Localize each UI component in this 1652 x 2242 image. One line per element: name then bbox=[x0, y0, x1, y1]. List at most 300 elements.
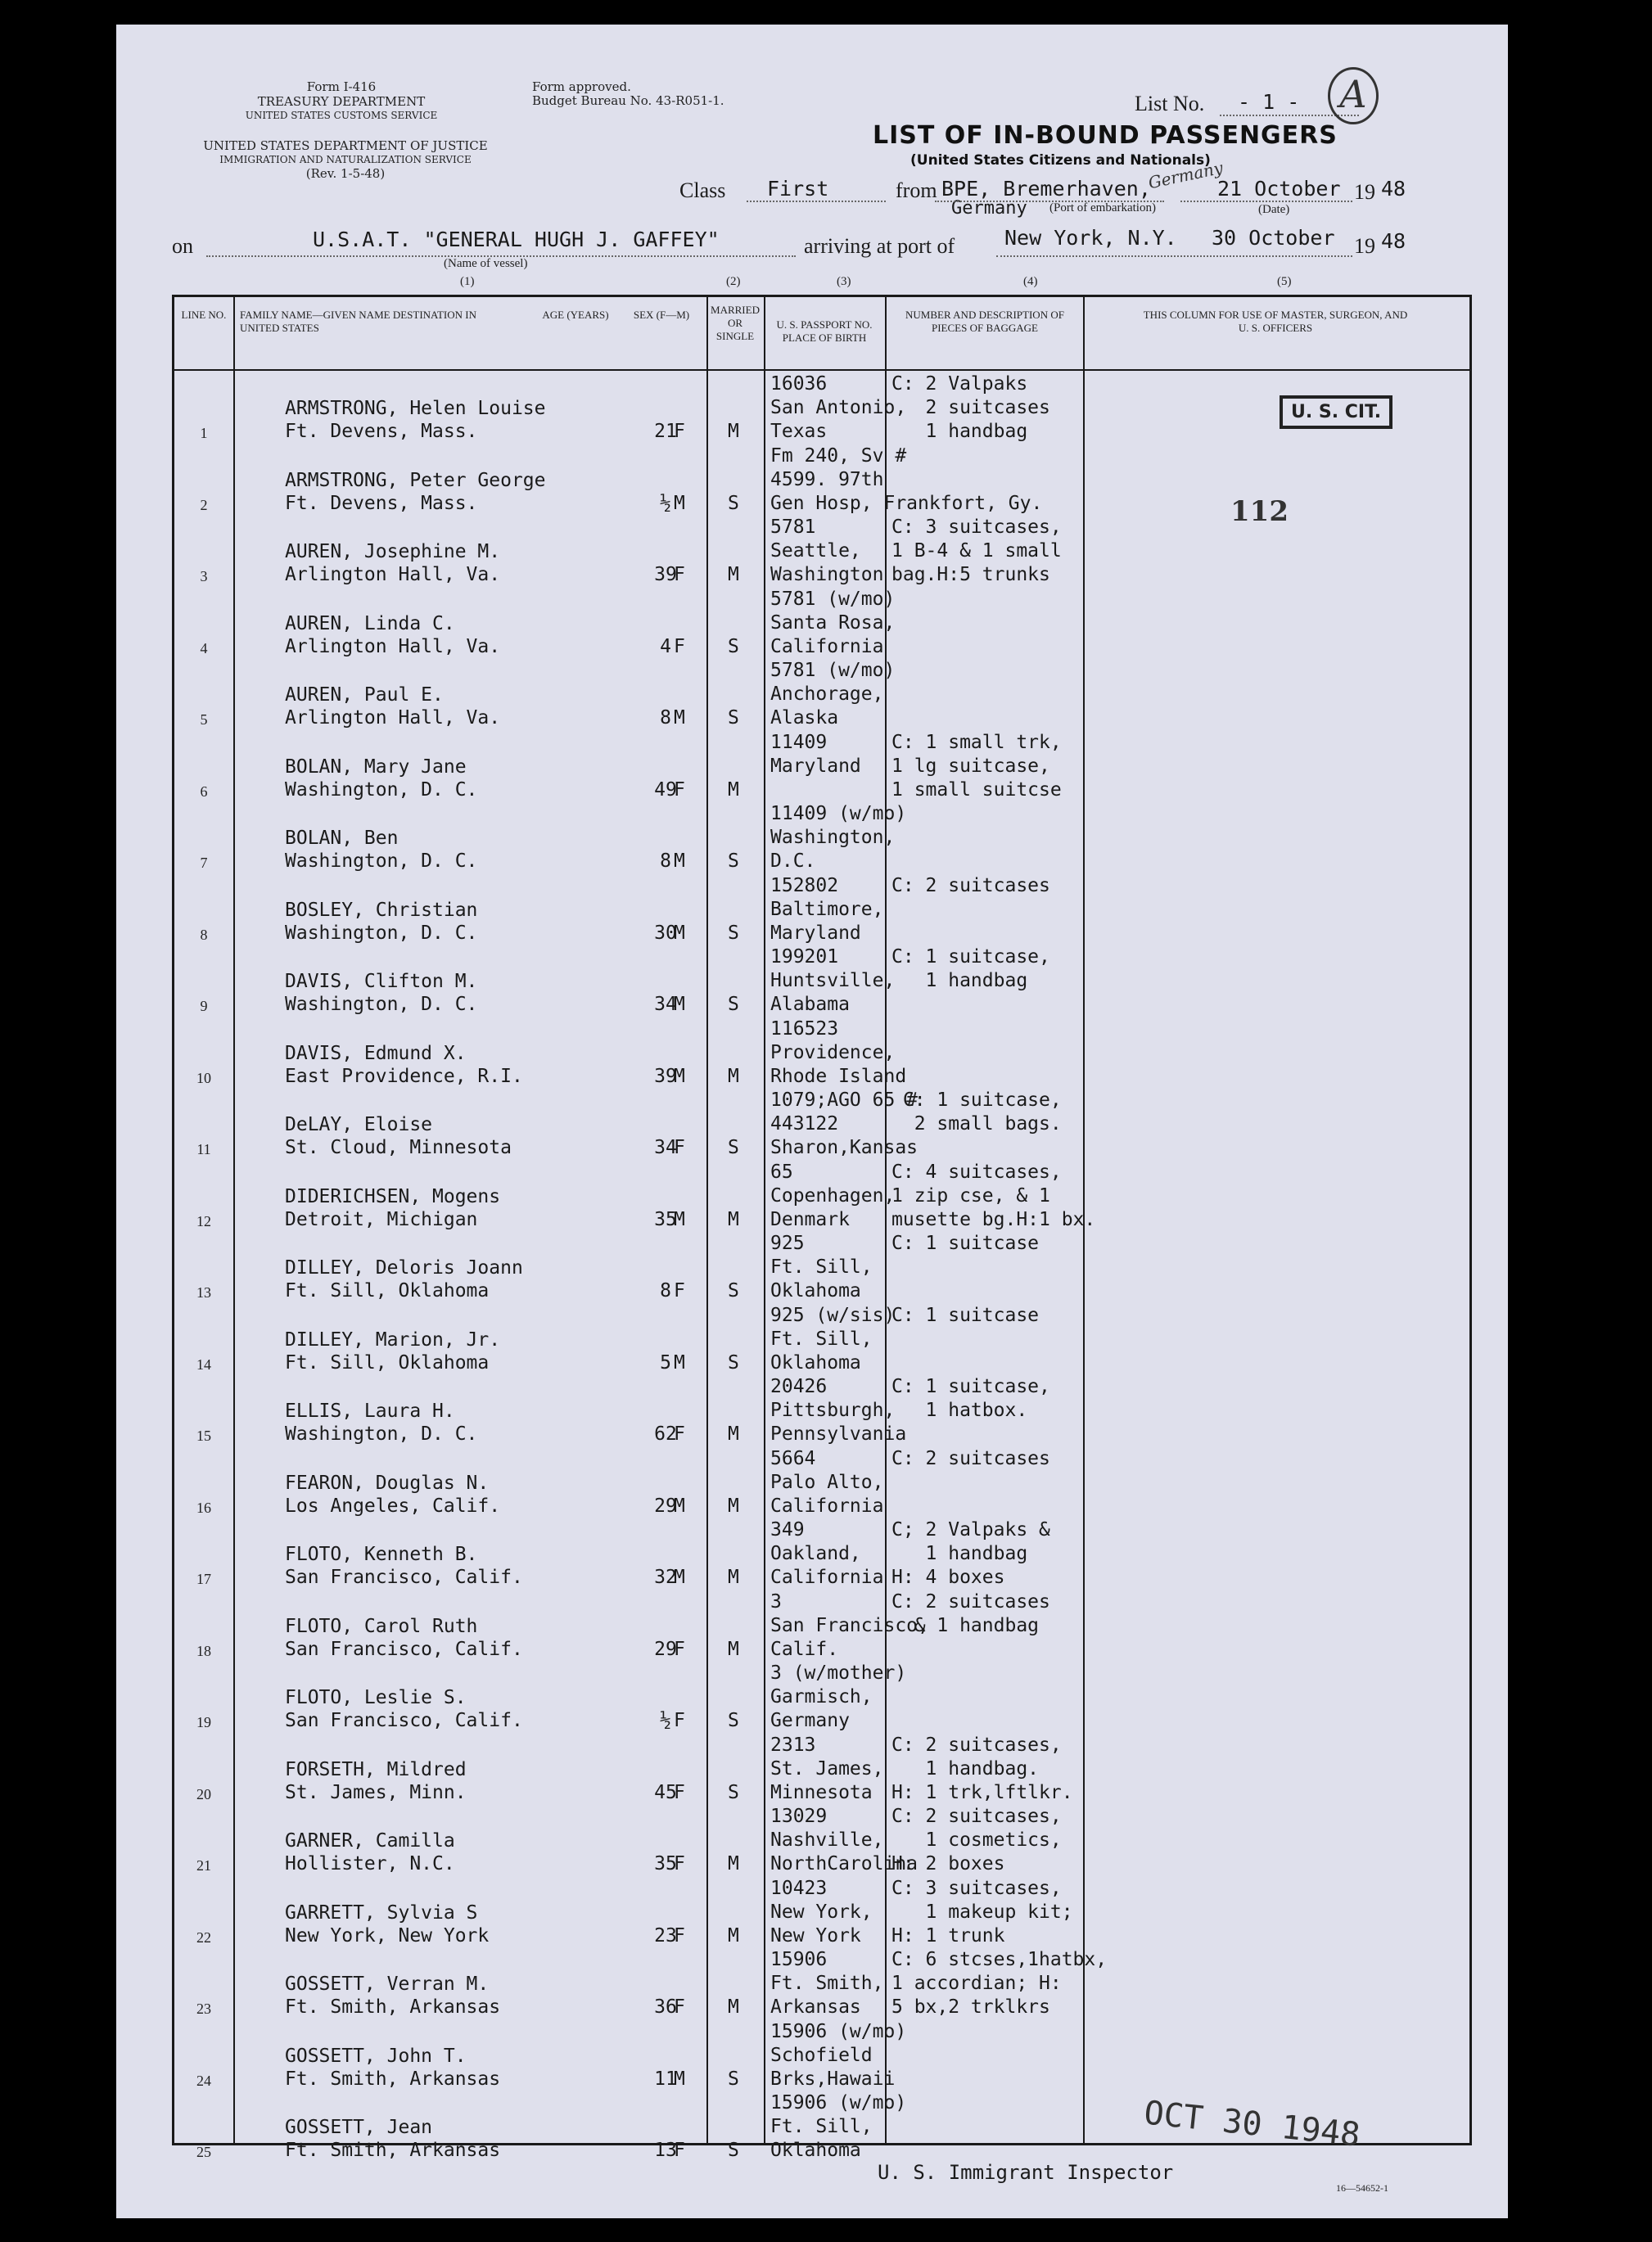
ins-service: IMMIGRATION AND NATURALIZATION SERVICE bbox=[219, 154, 472, 165]
passenger-age: 13 bbox=[654, 2140, 677, 2161]
passenger-age: 8 bbox=[660, 850, 671, 872]
passenger-destination: Washington, D. C. bbox=[285, 922, 478, 944]
table-row bbox=[174, 1734, 1469, 1806]
col-line-no: LINE NO. bbox=[181, 309, 227, 321]
arrival-year: 48 bbox=[1381, 229, 1406, 253]
treasury-dept: TREASURY DEPARTMENT bbox=[257, 94, 426, 109]
page-subtitle: (United States Citizens and Nationals) bbox=[910, 152, 1211, 169]
passenger-name: ELLIS, Laura H. bbox=[285, 1401, 455, 1422]
line-number: 4 bbox=[200, 639, 208, 656]
birth-place-line: Washington bbox=[770, 564, 884, 585]
baggage-line: 1 accordian; H: bbox=[891, 1973, 1062, 1994]
birth-place-line: Palo Alto, bbox=[770, 1471, 884, 1493]
birth-place-line: New York, bbox=[770, 1901, 873, 1923]
birth-place-line: San Antonio, bbox=[770, 397, 907, 418]
col-sex: SEX (F—M) bbox=[633, 309, 690, 321]
passenger-name: FORSETH, Mildred bbox=[285, 1758, 467, 1780]
passenger-marital-status: S bbox=[728, 922, 739, 944]
baggage-line: 1 zip cse, & 1 bbox=[891, 1184, 1050, 1207]
baggage-line: C: 2 suitcases, bbox=[891, 1806, 1062, 1827]
passport-number: 3 bbox=[770, 1590, 782, 1613]
baggage-line: H: 2 boxes bbox=[891, 1853, 1005, 1874]
line-number: 14 bbox=[196, 1356, 211, 1373]
line-number: 1 bbox=[200, 425, 208, 441]
passenger-name: BOSLEY, Christian bbox=[285, 899, 478, 921]
birth-place-line: Anchorage, bbox=[770, 683, 884, 705]
passenger-sex: F bbox=[674, 635, 685, 657]
table-row bbox=[174, 1017, 1469, 1089]
passenger-destination: Los Angeles, Calif. bbox=[285, 1495, 501, 1517]
line-number: 7 bbox=[200, 855, 208, 871]
passenger-sex: F bbox=[674, 1996, 685, 2018]
passport-number: Fm 240, Sv # bbox=[770, 444, 907, 467]
birth-place-line: California bbox=[770, 1567, 884, 1588]
passport-number: 16036 bbox=[770, 373, 828, 395]
baggage-line: H: 4 boxes bbox=[891, 1567, 1005, 1588]
passenger-destination: Ft. Sill, Oklahoma bbox=[285, 1280, 490, 1301]
passenger-name: FLOTO, Leslie S. bbox=[285, 1687, 467, 1708]
baggage-line: C; 2 Valpaks & bbox=[891, 1519, 1050, 1541]
passenger-sex: F bbox=[674, 1853, 685, 1874]
passenger-marital-status: S bbox=[728, 1137, 739, 1158]
passport-number: 3 (w/mother) bbox=[770, 1662, 907, 1684]
col-num-2: (2) bbox=[726, 275, 741, 288]
passenger-list-sheet bbox=[116, 25, 1508, 2218]
passenger-name: GOSSETT, John T. bbox=[285, 2045, 467, 2067]
table-row bbox=[174, 1518, 1469, 1590]
passport-number: 925 bbox=[770, 1233, 805, 1254]
passport-number: 2313 bbox=[770, 1734, 816, 1756]
passenger-name: ARMSTRONG, Peter George bbox=[285, 469, 546, 491]
line-number: 10 bbox=[196, 1069, 211, 1086]
form-number: Form I-416 bbox=[306, 79, 377, 94]
table-row bbox=[174, 731, 1469, 803]
birth-place-line: Baltimore, bbox=[770, 898, 884, 920]
birth-place-line: 4599. 97th bbox=[770, 468, 884, 490]
birth-place-line: Maryland bbox=[770, 922, 861, 944]
baggage-line: & 1 handbag bbox=[891, 1614, 1040, 1636]
table-row bbox=[174, 945, 1469, 1017]
baggage-line: 1 hatbox. bbox=[891, 1400, 1028, 1421]
passenger-age: 39 bbox=[654, 1065, 677, 1087]
passenger-age: 62 bbox=[654, 1423, 677, 1445]
passenger-marital-status: M bbox=[728, 1924, 739, 1947]
birth-place-line: 443122 bbox=[770, 1113, 839, 1135]
birth-place-line: Calif. bbox=[770, 1638, 839, 1660]
passenger-marital-status: S bbox=[728, 2068, 739, 2090]
arriving-label: arriving at port of bbox=[804, 234, 955, 258]
table-row bbox=[174, 1590, 1469, 1662]
passport-number: 15906 (w/mo) bbox=[770, 2092, 907, 2113]
arrival-line bbox=[996, 255, 1352, 257]
baggage-line: musette bg.H:1 bx. bbox=[891, 1208, 1096, 1230]
customs-service: UNITED STATES CUSTOMS SERVICE bbox=[245, 110, 438, 121]
birth-place-line: Ft. Sill, bbox=[770, 1328, 873, 1350]
line-number: 25 bbox=[196, 2144, 211, 2160]
depart-date: 21 October bbox=[1217, 177, 1341, 201]
baggage-line: C: 2 suitcases bbox=[891, 1590, 1050, 1613]
passenger-age: 39 bbox=[654, 564, 677, 585]
col-num-3: (3) bbox=[837, 275, 851, 288]
col-officers: THIS COLUMN FOR USE OF MASTER, SURGEON, AND U. S. OFFICERS bbox=[1143, 309, 1408, 334]
passenger-marital-status: S bbox=[728, 850, 739, 872]
passenger-age: 4 bbox=[660, 635, 671, 657]
passenger-age: 11 bbox=[654, 2068, 677, 2090]
line-number: 15 bbox=[196, 1428, 211, 1444]
passenger-sex: F bbox=[674, 778, 685, 801]
list-no-value: - 1 - bbox=[1238, 90, 1300, 114]
passenger-destination: Washington, D. C. bbox=[285, 778, 478, 801]
baggage-line: C: 2 suitcases, bbox=[891, 1734, 1062, 1756]
table-row bbox=[174, 802, 1469, 874]
vessel-name: U.S.A.T. "GENERAL HUGH J. GAFFEY" bbox=[313, 228, 720, 251]
line-number: 22 bbox=[196, 1928, 211, 1946]
birth-place-line: San Francisco, bbox=[770, 1614, 929, 1636]
birth-place-line: Minnesota bbox=[770, 1781, 873, 1803]
passenger-name: GARRETT, Sylvia S bbox=[285, 1901, 478, 1924]
passenger-name: ARMSTRONG, Helen Louise bbox=[285, 398, 546, 419]
col-baggage: NUMBER AND DESCRIPTION OF PIECES OF BAGGAGE bbox=[905, 309, 1064, 334]
depart-year: 48 bbox=[1381, 177, 1406, 201]
passenger-marital-status: S bbox=[728, 994, 739, 1015]
baggage-line: H: 1 trunk bbox=[891, 1924, 1005, 1947]
punch-hole bbox=[51, 892, 111, 953]
passenger-sex: M bbox=[674, 1495, 685, 1517]
passport-number: 1079;AGO 65 # bbox=[770, 1089, 919, 1111]
passport-number: 65 bbox=[770, 1161, 793, 1183]
table-row bbox=[174, 1232, 1469, 1304]
baggage-line: C: 1 suitcase bbox=[891, 1233, 1040, 1254]
baggage-line: C: 1 suitcase bbox=[891, 1304, 1040, 1326]
passenger-marital-status: M bbox=[728, 1638, 739, 1660]
passenger-destination: Ft. Smith, Arkansas bbox=[285, 1996, 501, 2018]
table-row bbox=[174, 1447, 1469, 1519]
passenger-sex: M bbox=[674, 492, 685, 514]
passport-number: 5781 (w/mo) bbox=[770, 660, 896, 681]
on-label: on bbox=[172, 234, 193, 258]
passenger-marital-status: S bbox=[728, 1351, 739, 1374]
baggage-line: C: 4 suitcases, bbox=[891, 1161, 1062, 1183]
table-row bbox=[174, 1877, 1469, 1949]
birth-place-line: Alaska bbox=[770, 707, 839, 729]
passenger-name: GOSSETT, Verran M. bbox=[285, 1974, 490, 1995]
passenger-age: 5 bbox=[660, 1351, 671, 1374]
birth-place-line: California bbox=[770, 1495, 884, 1517]
baggage-line: bag.H:5 trunks bbox=[891, 564, 1050, 585]
passenger-table bbox=[172, 295, 1472, 2161]
officer-handwritten-mark: 112 bbox=[1230, 495, 1289, 528]
from-port: BPE, Bremerhaven, bbox=[941, 177, 1151, 201]
passenger-marital-status: S bbox=[728, 1710, 739, 1731]
passenger-sex: M bbox=[674, 850, 685, 872]
birth-place-line: Rhode Island bbox=[770, 1065, 907, 1087]
baggage-line: 5 bx,2 trklkrs bbox=[891, 1996, 1050, 2018]
passenger-marital-status: S bbox=[728, 707, 739, 729]
passenger-name: DAVIS, Edmund X. bbox=[285, 1042, 467, 1064]
baggage-line: 1 makeup kit; bbox=[891, 1901, 1073, 1923]
passenger-marital-status: M bbox=[728, 1996, 739, 2018]
passenger-sex: F bbox=[674, 421, 685, 442]
table-row bbox=[174, 1948, 1469, 2020]
passenger-destination: Washington, D. C. bbox=[285, 850, 478, 872]
passenger-sex: M bbox=[674, 1567, 685, 1588]
passenger-marital-status: S bbox=[728, 2140, 739, 2161]
birth-place-line: Oakland, bbox=[770, 1543, 861, 1564]
birth-place-line: Arkansas bbox=[770, 1996, 861, 2018]
table-row bbox=[174, 659, 1469, 731]
table-row bbox=[174, 1662, 1469, 1734]
passenger-name: DILLEY, Marion, Jr. bbox=[285, 1329, 501, 1351]
baggage-line: 1 B-4 & 1 small bbox=[891, 540, 1062, 562]
passenger-name: DIDERICHSEN, Mogens bbox=[285, 1185, 501, 1207]
passenger-sex: F bbox=[674, 1137, 685, 1158]
line-number: 8 bbox=[200, 926, 208, 943]
passenger-destination: St. Cloud, Minnesota bbox=[285, 1137, 512, 1158]
line-number: 12 bbox=[196, 1212, 211, 1229]
arrival-date: 30 October bbox=[1212, 226, 1335, 250]
line-number: 16 bbox=[196, 1499, 211, 1516]
passenger-destination: Hollister, N.C. bbox=[285, 1853, 455, 1874]
table-row bbox=[174, 874, 1469, 946]
arrival-year-prefix: 19 bbox=[1354, 234, 1375, 258]
date-stamp: OCT 30 1948 bbox=[1142, 2094, 1362, 2154]
passenger-marital-status: M bbox=[728, 1495, 739, 1517]
line-number: 2 bbox=[200, 496, 208, 513]
baggage-line: 1 cosmetics, bbox=[891, 1829, 1062, 1851]
passenger-age: ½ bbox=[660, 492, 671, 514]
justice-dept: UNITED STATES DEPARTMENT OF JUSTICE bbox=[203, 138, 488, 153]
passenger-destination: Ft. Smith, Arkansas bbox=[285, 2140, 501, 2161]
birth-place-line: Ft. Sill, bbox=[770, 2116, 873, 2137]
passenger-age: ½ bbox=[660, 1710, 671, 1731]
passenger-sex: M bbox=[674, 922, 685, 944]
class-value: First bbox=[767, 177, 829, 201]
birth-place-line: Santa Rosa, bbox=[770, 611, 896, 634]
passenger-age: 8 bbox=[660, 707, 671, 729]
passport-number: 5664 bbox=[770, 1447, 816, 1469]
depart-year-prefix: 19 bbox=[1354, 180, 1375, 204]
passenger-marital-status: S bbox=[728, 635, 739, 657]
birth-place-line: Germany bbox=[770, 1710, 850, 1731]
table-row bbox=[174, 588, 1469, 660]
passenger-sex: M bbox=[674, 2068, 685, 2090]
passenger-sex: M bbox=[674, 1208, 685, 1230]
footer-code: 16—54652-1 bbox=[1336, 2182, 1388, 2194]
birth-place-line: Ft. Sill, bbox=[770, 1256, 873, 1278]
table-row bbox=[174, 2020, 1469, 2092]
line-number: 21 bbox=[196, 1857, 211, 1874]
passenger-age: 30 bbox=[654, 922, 677, 944]
passenger-age: 34 bbox=[654, 994, 677, 1015]
line-number: 17 bbox=[196, 1571, 211, 1587]
passenger-destination: New York, New York bbox=[285, 1924, 490, 1947]
line-number: 18 bbox=[196, 1642, 211, 1659]
passenger-name: DeLAY, Eloise bbox=[285, 1114, 433, 1135]
passenger-destination: Arlington Hall, Va. bbox=[285, 635, 501, 657]
col-married: MARRIED OR SINGLE bbox=[711, 304, 760, 342]
baggage-line: C: 1 suitcase, bbox=[891, 946, 1050, 968]
budget-bureau: Budget Bureau No. 43-R051-1. bbox=[532, 93, 724, 108]
birth-place-line: Pittsburgh, bbox=[770, 1400, 896, 1421]
birth-place-line: D.C. bbox=[770, 850, 816, 872]
inspector-signature-line: U. S. Immigrant Inspector bbox=[878, 2161, 1174, 2184]
passenger-sex: F bbox=[674, 1280, 685, 1301]
passenger-sex: F bbox=[674, 1924, 685, 1947]
baggage-line: 2 suitcases bbox=[891, 397, 1050, 418]
birth-place-line: Oklahoma bbox=[770, 1351, 861, 1374]
passenger-destination: Ft. Sill, Oklahoma bbox=[285, 1351, 490, 1374]
birth-place-line: Texas bbox=[770, 421, 828, 442]
birth-place-line: Denmark bbox=[770, 1208, 850, 1230]
table-row bbox=[174, 1304, 1469, 1376]
birth-place-line: Providence, bbox=[770, 1041, 896, 1063]
passenger-destination: Arlington Hall, Va. bbox=[285, 707, 501, 729]
passenger-name: FLOTO, Kenneth B. bbox=[285, 1544, 478, 1565]
passport-number: 20426 bbox=[770, 1376, 828, 1397]
passenger-destination: San Francisco, Calif. bbox=[285, 1567, 523, 1588]
vessel-caption: (Name of vessel) bbox=[444, 257, 528, 270]
birth-place-line: St. James, bbox=[770, 1757, 884, 1780]
birth-place-line: Oklahoma bbox=[770, 1280, 861, 1301]
col-num-4: (4) bbox=[1023, 275, 1038, 288]
baggage-line: C: 3 suitcases, bbox=[891, 1877, 1062, 1899]
baggage-line: 1 handbag. bbox=[891, 1757, 1040, 1780]
class-label: Class bbox=[679, 178, 726, 202]
punch-hole bbox=[51, 237, 111, 298]
table-row bbox=[174, 1375, 1469, 1447]
from-country: Germany bbox=[951, 198, 1027, 219]
passport-number: 13029 bbox=[770, 1806, 828, 1827]
line-number: 11 bbox=[196, 1141, 211, 1157]
baggage-line: C: 2 suitcases bbox=[891, 874, 1050, 896]
passenger-name: FLOTO, Carol Ruth bbox=[285, 1615, 478, 1637]
table-row bbox=[174, 1161, 1469, 1233]
baggage-line: C: 1 small trk, bbox=[891, 731, 1062, 753]
passenger-destination: East Providence, R.I. bbox=[285, 1065, 523, 1087]
passenger-sex: F bbox=[674, 1710, 685, 1731]
port-caption: (Port of embarkation) bbox=[1049, 201, 1156, 214]
birth-place-line: Nashville, bbox=[770, 1829, 884, 1851]
birth-place-line: Garmisch, bbox=[770, 1686, 873, 1707]
baggage-line: C: 2 Valpaks bbox=[891, 373, 1028, 395]
passenger-sex: M bbox=[674, 1351, 685, 1374]
passenger-destination: Arlington Hall, Va. bbox=[285, 564, 501, 585]
passenger-sex: F bbox=[674, 2140, 685, 2161]
passenger-age: 32 bbox=[654, 1567, 677, 1588]
birth-place-line: Pennsylvania bbox=[770, 1423, 907, 1445]
passenger-name: GARNER, Camilla bbox=[285, 1830, 455, 1852]
passport-number: 349 bbox=[770, 1519, 805, 1541]
passenger-destination: Washington, D. C. bbox=[285, 1423, 478, 1445]
baggage-line: 2 small bags. bbox=[891, 1113, 1062, 1135]
passport-number: 10423 bbox=[770, 1877, 828, 1899]
birth-place-line: Gen Hosp, Frankfort, Gy. bbox=[770, 492, 1043, 514]
line-number: 20 bbox=[196, 1785, 211, 1802]
passenger-marital-status: M bbox=[728, 1065, 739, 1087]
passport-number: 11409 bbox=[770, 731, 828, 753]
passenger-sex: F bbox=[674, 1423, 685, 1445]
baggage-line: C: 3 suitcases, bbox=[891, 517, 1062, 538]
us-citizen-stamp: U. S. CIT. bbox=[1280, 395, 1392, 429]
revision: (Rev. 1-5-48) bbox=[305, 166, 386, 181]
passport-number: 15906 (w/mo) bbox=[770, 2020, 907, 2042]
col-num-1: (1) bbox=[460, 275, 475, 288]
passenger-marital-status: S bbox=[728, 1280, 739, 1301]
list-circled-letter: A bbox=[1328, 67, 1379, 124]
passenger-sex: F bbox=[674, 1638, 685, 1660]
line-number: 9 bbox=[200, 998, 208, 1014]
birth-place-line: Maryland bbox=[770, 755, 861, 777]
passenger-name: BOLAN, Ben bbox=[285, 828, 399, 849]
passport-number: 5781 bbox=[770, 517, 816, 538]
line-number: 24 bbox=[196, 2072, 211, 2089]
birth-place-line: New York bbox=[770, 1924, 861, 1947]
birth-place-line: Seattle, bbox=[770, 540, 861, 562]
passenger-marital-status: M bbox=[728, 564, 739, 585]
baggage-line: 1 lg suitcase, bbox=[891, 755, 1050, 777]
birth-place-line: NorthCarolina bbox=[770, 1853, 919, 1874]
from-label: from bbox=[896, 178, 937, 202]
list-no-label: List No. bbox=[1135, 92, 1205, 115]
passenger-destination: Ft. Devens, Mass. bbox=[285, 492, 478, 514]
passport-number: 11409 (w/mo) bbox=[770, 803, 907, 824]
punch-hole bbox=[51, 2015, 111, 2076]
passenger-name: FEARON, Douglas N. bbox=[285, 1472, 490, 1494]
birth-place-line: California bbox=[770, 635, 884, 657]
passenger-destination: San Francisco, Calif. bbox=[285, 1710, 523, 1731]
line-number: 3 bbox=[200, 568, 208, 584]
birth-place-line: Copenhagen, bbox=[770, 1184, 896, 1207]
baggage-line: C: 6 stcses,1hatbx, bbox=[891, 1949, 1108, 1970]
passenger-marital-status: M bbox=[728, 421, 739, 442]
passenger-name: AUREN, Linda C. bbox=[285, 612, 455, 634]
passenger-name: AUREN, Paul E. bbox=[285, 684, 444, 706]
table-row bbox=[174, 372, 1469, 444]
passenger-name: DAVIS, Clifton M. bbox=[285, 971, 478, 992]
passenger-age: 29 bbox=[654, 1638, 677, 1660]
passenger-destination: Ft. Devens, Mass. bbox=[285, 421, 478, 442]
passenger-name: GOSSETT, Jean bbox=[285, 2117, 433, 2138]
passenger-age: 34 bbox=[654, 1137, 677, 1158]
passenger-age: 36 bbox=[654, 1996, 677, 2018]
birth-place-line: Brks,Hawaii bbox=[770, 2068, 896, 2090]
passenger-name: AUREN, Josephine M. bbox=[285, 541, 501, 562]
passenger-age: 8 bbox=[660, 1280, 671, 1301]
baggage-line: 1 handbag bbox=[891, 970, 1028, 991]
passenger-marital-status: M bbox=[728, 778, 739, 801]
passenger-sex: M bbox=[674, 994, 685, 1015]
depart-date-line bbox=[1180, 201, 1352, 202]
baggage-line: 1 small suitcse bbox=[891, 778, 1062, 801]
passenger-name: BOLAN, Mary Jane bbox=[285, 756, 467, 778]
passenger-name: DILLEY, Deloris Joann bbox=[285, 1257, 523, 1279]
passenger-age: 45 bbox=[654, 1781, 677, 1803]
birth-place-line: Alabama bbox=[770, 994, 850, 1015]
passenger-sex: M bbox=[674, 707, 685, 729]
line-number: 6 bbox=[200, 783, 208, 800]
baggage-line: H: 1 trk,lftlkr. bbox=[891, 1781, 1073, 1803]
class-line bbox=[747, 201, 886, 202]
passport-number: 15906 bbox=[770, 1949, 828, 1970]
col-num-5: (5) bbox=[1277, 275, 1292, 288]
table-row bbox=[174, 1089, 1469, 1161]
from-line bbox=[935, 201, 1164, 202]
from-country-handwritten: Germany bbox=[1146, 157, 1225, 193]
date-caption: (Date) bbox=[1258, 203, 1290, 216]
passenger-destination: St. James, Minn. bbox=[285, 1781, 467, 1803]
page-title: LIST OF IN-BOUND PASSENGERS bbox=[873, 121, 1338, 150]
passenger-sex: M bbox=[674, 1065, 685, 1087]
